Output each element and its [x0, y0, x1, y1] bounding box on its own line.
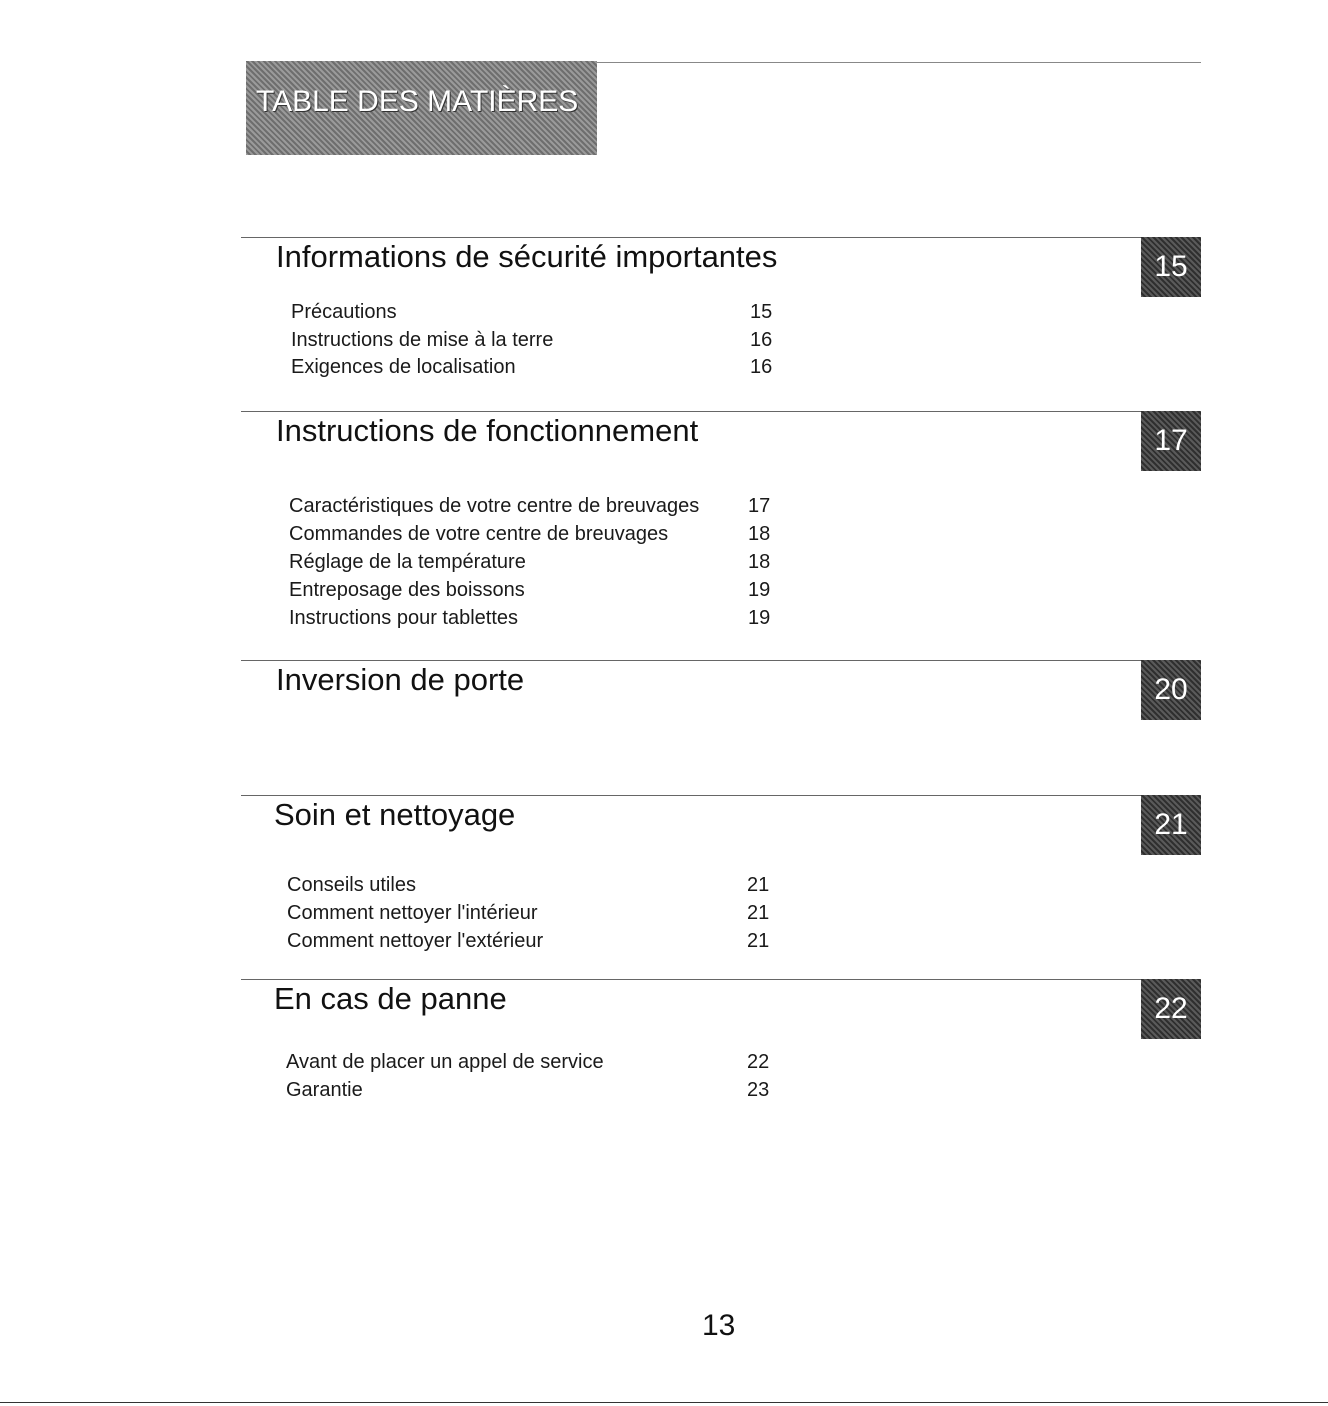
toc-entry-page: 19: [748, 579, 771, 601]
section-heading: Soin et nettoyage: [274, 797, 516, 832]
toc-entry: Caractéristiques de votre centre de breuvages: [289, 495, 700, 517]
toc-entry: Réglage de la température: [289, 551, 526, 573]
section-rule: [241, 237, 1201, 238]
section-rule: [241, 660, 1201, 661]
toc-entry-page: 21: [747, 930, 770, 952]
section-rule: [241, 795, 1201, 796]
toc-entry-page: 16: [750, 356, 773, 378]
section-heading: En cas de panne: [274, 981, 507, 1016]
toc-entry-page: 18: [748, 551, 771, 573]
toc-entry: Précautions: [291, 301, 397, 323]
section-heading: Informations de sécurité importantes: [276, 239, 778, 274]
title-banner: [246, 61, 597, 155]
section-rule: [241, 979, 1201, 980]
toc-section-care: [241, 795, 1201, 855]
toc-entry-page: 21: [747, 902, 770, 924]
toc-entry-page: 18: [748, 523, 771, 545]
toc-section-operation: [241, 411, 1201, 471]
toc-entry-page: 22: [747, 1051, 770, 1073]
toc-entry: Commandes de votre centre de breuvages: [289, 523, 669, 545]
toc-entry-page: 23: [747, 1079, 770, 1101]
section-tab: 20: [1141, 660, 1201, 720]
toc-entry: Avant de placer un appel de service: [286, 1051, 604, 1073]
header-rule: [597, 62, 1201, 63]
toc-section-door-reversal: [241, 660, 1201, 720]
section-tab: 21: [1141, 795, 1201, 855]
section-rule: [241, 411, 1201, 412]
toc-entry-page: 15: [750, 301, 773, 323]
section-tab: 17: [1141, 411, 1201, 471]
toc-entry: Entreposage des boissons: [289, 579, 525, 601]
toc-entry: Instructions de mise à la terre: [291, 329, 554, 351]
page-number: 13: [702, 1309, 736, 1342]
toc-entry-page: 21: [747, 874, 770, 896]
section-tab: 15: [1141, 237, 1201, 297]
section-heading: Inversion de porte: [276, 662, 525, 697]
section-heading: Instructions de fonctionnement: [276, 413, 699, 448]
toc-entry-page: 16: [750, 329, 773, 351]
toc-entry: Comment nettoyer l'extérieur: [287, 930, 544, 952]
toc-entry: Exigences de localisation: [291, 356, 516, 378]
toc-entry: Conseils utiles: [287, 874, 416, 896]
toc-entry-page: 17: [748, 495, 771, 517]
toc-section-troubleshooting: [241, 979, 1201, 1039]
section-tab: 22: [1141, 979, 1201, 1039]
toc-entry: Instructions pour tablettes: [289, 607, 519, 629]
toc-entry-page: 19: [748, 607, 771, 629]
toc-section-safety: [241, 237, 1201, 297]
page-title: TABLE DES MATIÈRES: [256, 85, 579, 118]
toc-entry: Comment nettoyer l'intérieur: [287, 902, 538, 924]
footer-rule: [0, 1402, 1328, 1403]
toc-entry: Garantie: [286, 1079, 363, 1101]
